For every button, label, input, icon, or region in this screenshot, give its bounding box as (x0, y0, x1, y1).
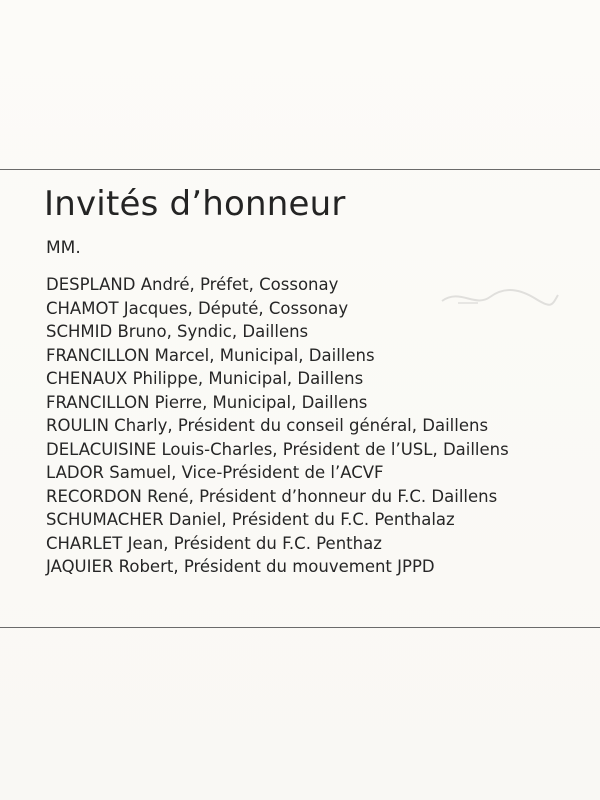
guest-item: CHAMOT Jacques, Député, Cossonay (46, 298, 349, 318)
guest-item: LADOR Samuel, Vice-Président de l’ACVF (46, 463, 384, 482)
guest-item: CHENAUX Philippe, Municipal, Daillens (46, 369, 364, 388)
guest-item: FRANCILLON Pierre, Municipal, Daillens (46, 392, 368, 412)
show-through-mark (440, 283, 560, 313)
page-title: Invités d’honneur (44, 184, 346, 224)
salutation: MM. (46, 238, 81, 258)
guest-item: RECORDON René, Président d’honneur du F.C. Daillens (46, 486, 498, 506)
bottom-rule (0, 627, 600, 628)
guest-item: SCHMID Bruno, Syndic, Daillens (46, 322, 309, 341)
guest-item: DELACUISINE Louis-Charles, Président de l’USL, Daillens (46, 439, 509, 459)
guest-item: JAQUIER Robert, Président du mouvement JPPD (46, 557, 435, 576)
guest-list (46, 273, 586, 579)
guest-item: DESPLAND André, Préfet, Cossonay (46, 275, 339, 294)
guest-item: CHARLET Jean, Président du F.C. Penthaz (46, 533, 382, 553)
top-rule (0, 169, 600, 170)
guest-item: SCHUMACHER Daniel, Président du F.C. Penthalaz (46, 510, 455, 529)
guest-item: ROULIN Charly, Président du conseil général, Daillens (46, 416, 489, 435)
guest-item: FRANCILLON Marcel, Municipal, Daillens (46, 345, 375, 365)
